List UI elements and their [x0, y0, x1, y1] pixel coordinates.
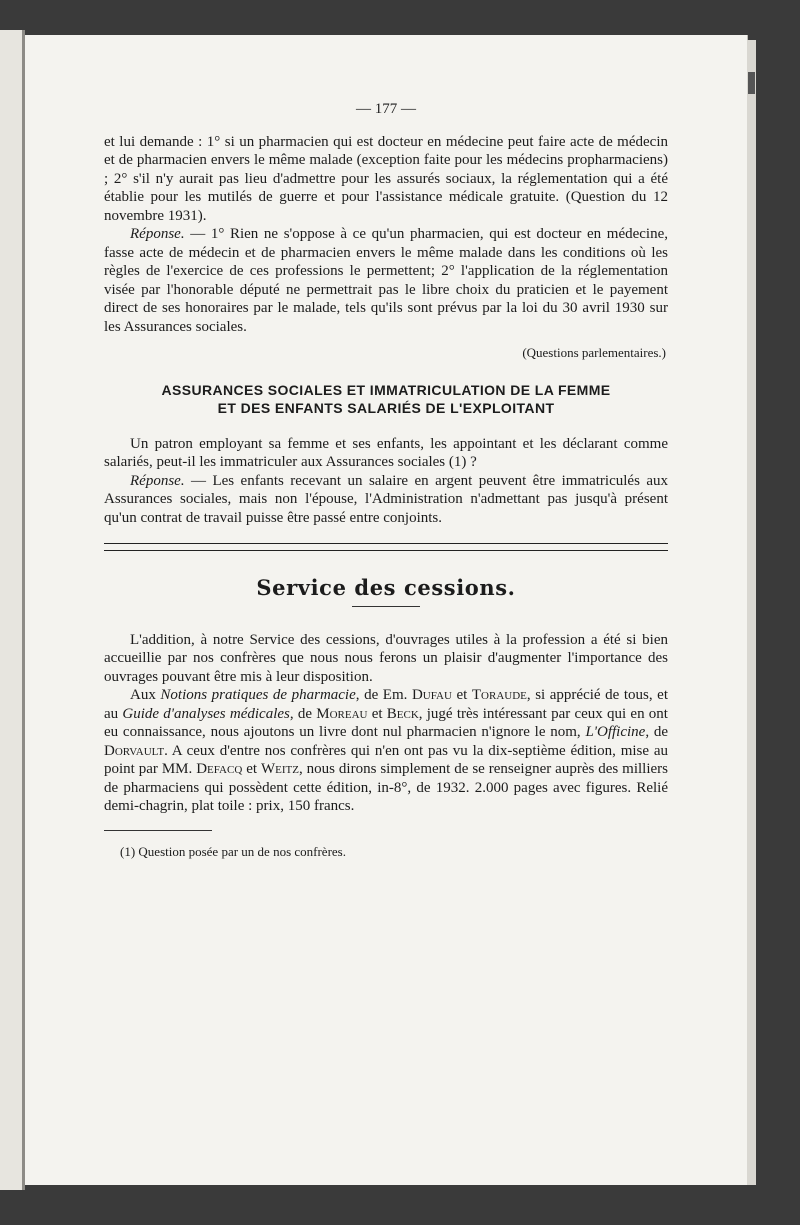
author-name: Defacq	[196, 761, 243, 777]
right-page-edge	[747, 40, 756, 1185]
author-name: Dorvault	[104, 742, 165, 759]
author-name: Weitz	[260, 761, 299, 777]
double-rule-divider	[104, 543, 668, 551]
reponse-text: — Les enfants recevant un salaire en argent peuvent être immatriculés aux Assurances sociales, mais non l'épouse, l'Administration n'admettant pas jusqu'à présent qu'un contrat de travail puisse être passé entre conjoints.	[104, 472, 668, 526]
reponse-label: Réponse.	[130, 472, 185, 489]
author-name: Beck	[386, 705, 419, 722]
question-paragraph: Un patron employant sa femme et ses enfants, les appointant et les déclarant comme salariés, peut-il les immatriculer aux Assurances sociales (1) ?	[104, 435, 668, 470]
footnote-rule	[104, 830, 212, 831]
left-page-edge	[0, 30, 22, 1190]
page-number: — 177 —	[356, 101, 416, 117]
section-heading-line-1: ASSURANCES SOCIALES ET IMMATRICULATION DE LA FEMME	[161, 381, 611, 398]
section-title: Service des cessions.	[256, 575, 516, 600]
title-underline	[352, 606, 420, 607]
reponse-paragraph-1	[104, 225, 668, 336]
service-paragraph-2: Aux Notions pratiques de pharmacie, de Em. Dufau et Toraude, si apprécié de tous, et au Guide d'analyses médicales, de Moreau et Beck, jugé très intéressant par ceux qui en ont eu connaissance, nous ajoutons un livre dont nul pharmacien n'ignore le nom, L'Officine, de Dorvault. A ceux d'entre nos confrères qui n'en ont pas vu la dix-septième édition, mise au point par MM. Defacq et Weitz, nous dirons simplement de se renseigner auprès des milliers de pharmaciens qui possèdent cette édition, in-8°, de 1932. 2.000 pages avec figures. Relié demi-chagrin, plat toile : prix, 150 francs.	[104, 687, 669, 814]
author-name: Dufau	[411, 687, 452, 703]
intro-paragraph: et lui demande : 1° si un pharmacien qui est docteur en médecine peut faire acte de médecin et de pharmacien envers le même malade (exception faite pour les médecins propharmaciens) ; 2° s'il n'y aurait pas lieu d'admettre pour les assurés sociaux, la réglementation qui a été établie pour les mutilés de guerre et pour l'assistance médicale gratuite. (Question du 12 novembre 1931).	[104, 133, 668, 224]
page-content	[104, 60, 668, 861]
source-note: (Questions parlementaires.)	[522, 345, 666, 360]
footnote: (1) Question posée par un de nos confrères.	[120, 843, 346, 859]
book-title: L'Officine	[585, 724, 646, 740]
service-paragraph-1: L'addition, à notre Service des cessions, d'ouvrages utiles à la profession a été si bien accueillie par nos confrères que nous nous ferons un plaisir d'augmenter l'importance des ouvrages pouvant être mis à leur disposition.	[104, 631, 668, 685]
book-title: Guide d'analyses médicales	[122, 705, 290, 722]
section-heading-line-2: ET DES ENFANTS SALARIÉS DE L'EXPLOITANT	[217, 399, 555, 416]
book-title: Notions pratiques de pharmacie	[160, 687, 356, 703]
reponse-paragraph-2	[104, 472, 668, 528]
author-name: Toraude	[471, 687, 527, 703]
author-name: Moreau	[316, 705, 368, 722]
reponse-label: Réponse.	[130, 226, 185, 242]
page-edge-mark	[748, 72, 755, 94]
reponse-text: — 1° Rien ne s'oppose à ce qu'un pharmacien, qui est docteur en médecine, fasse acte de médecin et de pharmacien envers le même malade dans les conditions où les règles de l'exercice de ces professions le permettent; 2° l'application de la réglementation visée par l'honorable député ne permettrait pas le libre choix du praticien et le payement direct de ses honoraires par le malade, tels qu'ils sont prévus par la loi du 30 avril 1930 sur les Assurances sociales.	[104, 226, 668, 335]
section-heading	[104, 381, 668, 417]
